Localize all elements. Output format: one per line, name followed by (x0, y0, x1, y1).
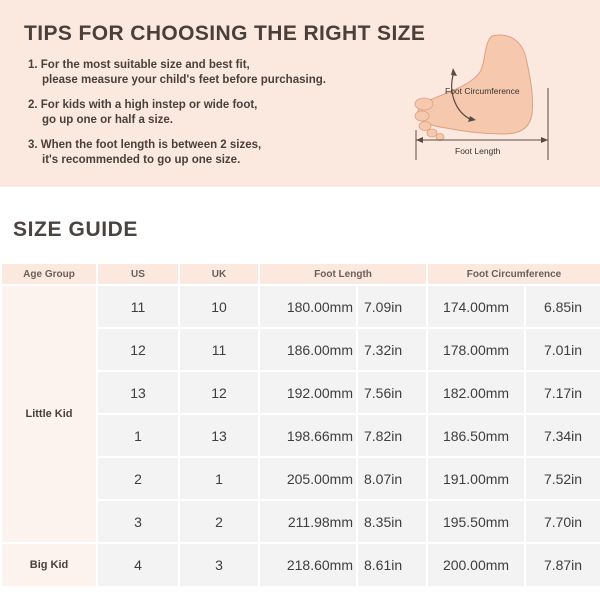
foot-length-mm-cell: 198.66mm (260, 415, 356, 456)
length-label: Foot Length (455, 146, 501, 156)
foot-length-mm-cell: 205.00mm (260, 458, 356, 499)
foot-circ-in-cell: 6.85in (526, 286, 600, 327)
tip-line: go up one or half a size. (42, 114, 173, 126)
foot-circ-mm-cell: 186.50mm (428, 415, 524, 456)
header-age-group: Age Group (2, 264, 96, 284)
foot-circ-mm-cell: 200.00mm (428, 544, 524, 586)
foot-length-in-cell: 8.35in (358, 501, 426, 542)
foot-length-in-cell: 8.61in (358, 544, 426, 586)
foot-length-mm-cell: 218.60mm (260, 544, 356, 586)
uk-size-cell: 1 (180, 458, 258, 499)
circumference-label: Foot Circumference (445, 86, 520, 96)
us-size-cell: 13 (98, 372, 178, 413)
uk-size-cell: 13 (180, 415, 258, 456)
foot-length-mm-cell: 180.00mm (260, 286, 356, 327)
tips-section (0, 0, 600, 187)
foot-circ-mm-cell: 195.50mm (428, 501, 524, 542)
size-table (0, 262, 600, 588)
foot-length-mm-cell: 186.00mm (260, 329, 356, 370)
tip-item (28, 98, 378, 128)
age-group-big-kid: Big Kid (2, 544, 96, 586)
age-group-little-kid: Little Kid (2, 286, 96, 542)
foot-circ-in-cell: 7.87in (526, 544, 600, 586)
foot-circ-in-cell: 7.70in (526, 501, 600, 542)
uk-size-cell: 11 (180, 329, 258, 370)
foot-length-in-cell: 7.09in (358, 286, 426, 327)
foot-diagram (408, 28, 558, 164)
uk-size-cell: 3 (180, 544, 258, 586)
foot-circ-in-cell: 7.52in (526, 458, 600, 499)
tip-line: please measure your child's feet before purchasing. (42, 74, 326, 86)
tips-title: TIPS FOR CHOOSING THE RIGHT SIZE (24, 22, 426, 45)
header-us: US (98, 264, 178, 284)
foot-length-in-cell: 7.56in (358, 372, 426, 413)
size-guide-title: SIZE GUIDE (13, 218, 139, 241)
us-size-cell: 12 (98, 329, 178, 370)
us-size-cell: 2 (98, 458, 178, 499)
uk-size-cell: 12 (180, 372, 258, 413)
table-row (2, 286, 600, 327)
foot-circ-in-cell: 7.17in (526, 372, 600, 413)
header-foot-circumference: Foot Circumference (428, 264, 600, 284)
us-size-cell: 11 (98, 286, 178, 327)
tip-line: it's recommended to go up one size. (42, 154, 241, 166)
tip-line: 1. For the most suitable size and best fit, (28, 59, 250, 71)
foot-circ-in-cell: 7.01in (526, 329, 600, 370)
foot-length-in-cell: 7.82in (358, 415, 426, 456)
foot-outline-icon (418, 35, 533, 134)
arrowhead-icon (451, 68, 457, 76)
header-uk: UK (180, 264, 258, 284)
foot-circ-mm-cell: 174.00mm (428, 286, 524, 327)
table-header-row (2, 264, 600, 284)
us-size-cell: 1 (98, 415, 178, 456)
header-foot-length: Foot Length (260, 264, 426, 284)
tip-line: 3. When the foot length is between 2 sizes, (28, 139, 262, 151)
tips-list (28, 58, 378, 178)
foot-circ-mm-cell: 191.00mm (428, 458, 524, 499)
foot-length-in-cell: 7.32in (358, 329, 426, 370)
foot-circ-mm-cell: 182.00mm (428, 372, 524, 413)
tip-item (28, 58, 378, 88)
us-size-cell: 4 (98, 544, 178, 586)
uk-size-cell: 2 (180, 501, 258, 542)
arrowhead-icon (541, 137, 548, 143)
foot-circ-mm-cell: 178.00mm (428, 329, 524, 370)
us-size-cell: 3 (98, 501, 178, 542)
foot-circ-in-cell: 7.34in (526, 415, 600, 456)
arrowhead-icon (416, 137, 423, 143)
foot-length-mm-cell: 211.98mm (260, 501, 356, 542)
foot-length-in-cell: 8.07in (358, 458, 426, 499)
table-row (2, 544, 600, 586)
foot-length-mm-cell: 192.00mm (260, 372, 356, 413)
uk-size-cell: 10 (180, 286, 258, 327)
tip-line: 2. For kids with a high instep or wide foot, (28, 99, 258, 111)
tip-item (28, 138, 378, 168)
